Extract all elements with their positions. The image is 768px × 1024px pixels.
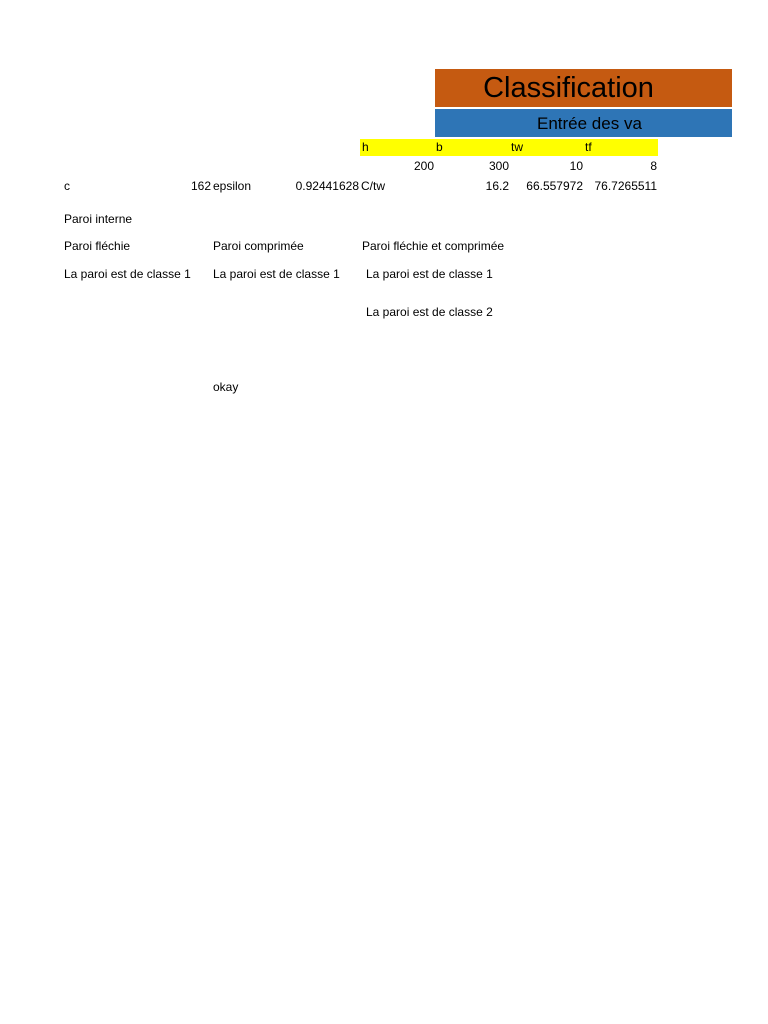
epsilon-value: 0.92441628 bbox=[295, 179, 359, 193]
value-tf[interactable]: 8 bbox=[650, 159, 657, 173]
status-text: okay bbox=[213, 380, 239, 394]
sheet-title: Classification bbox=[483, 72, 654, 104]
column-comprimee: Paroi comprimée bbox=[213, 239, 304, 253]
result-flechie-comprimee-2: La paroi est de classe 2 bbox=[366, 305, 493, 319]
section-label: Paroi interne bbox=[64, 212, 133, 226]
title-banner bbox=[435, 69, 732, 107]
epsilon-label: epsilon bbox=[213, 179, 252, 193]
header-tf: tf bbox=[585, 140, 592, 154]
result-comprimee: La paroi est de classe 1 bbox=[213, 267, 340, 281]
header-b: b bbox=[436, 140, 443, 154]
sheet-subtitle: Entrée des va bbox=[537, 114, 642, 133]
ctw-label: C/tw bbox=[361, 179, 385, 193]
column-flechie-comprimee: Paroi fléchie et comprimée bbox=[362, 239, 505, 253]
header-tw: tw bbox=[511, 140, 523, 154]
ctw-value: 16.2 bbox=[485, 179, 509, 193]
value-h[interactable]: 200 bbox=[413, 159, 434, 173]
limit-value-1: 66.557972 bbox=[526, 179, 583, 193]
result-flechie-comprimee-1: La paroi est de classe 1 bbox=[366, 267, 493, 281]
c-value: 162 bbox=[190, 179, 211, 193]
value-b[interactable]: 300 bbox=[488, 159, 509, 173]
subtitle-banner bbox=[435, 109, 732, 137]
input-header-row bbox=[360, 139, 658, 156]
limit-value-2: 76.7265511 bbox=[594, 179, 657, 193]
result-flechie: La paroi est de classe 1 bbox=[64, 267, 191, 281]
column-flechie: Paroi fléchie bbox=[64, 239, 131, 253]
c-label: c bbox=[64, 179, 70, 193]
value-tw[interactable]: 10 bbox=[569, 159, 583, 173]
header-h: h bbox=[362, 140, 369, 154]
